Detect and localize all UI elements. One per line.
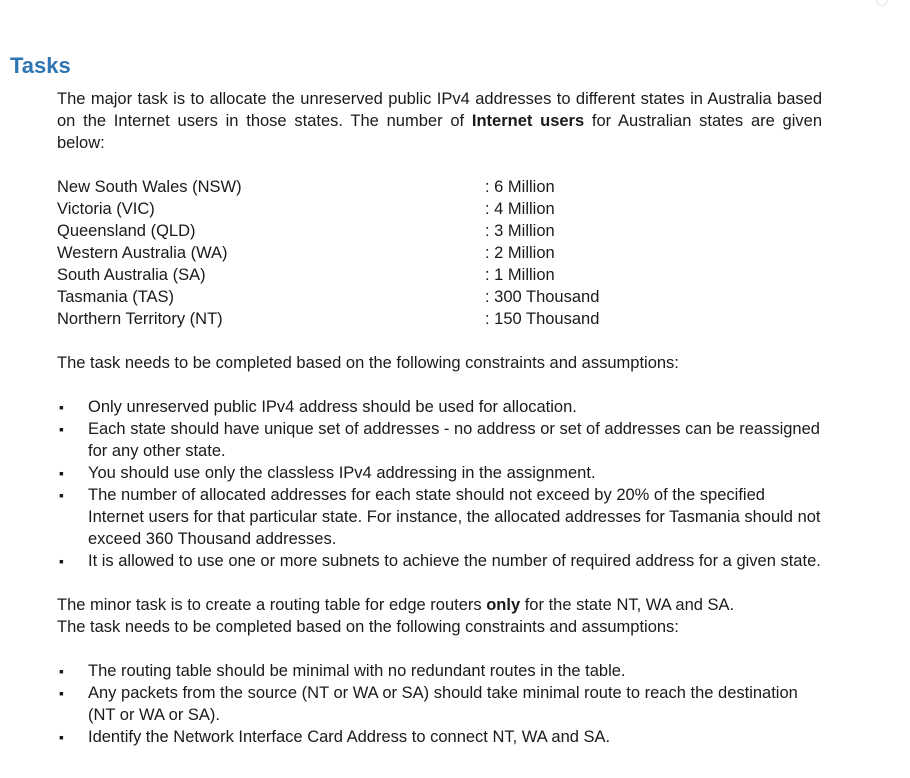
major-task-intro-text-end: for Australian states are given below: (57, 112, 822, 152)
state-name: New South Wales (NSW) (57, 178, 242, 196)
spacer (57, 374, 822, 396)
state-user-count: : 150 Thousand (485, 310, 600, 328)
square-bullet-icon: ▪ (59, 685, 64, 701)
minor-task-intro-text-end: for the state NT, WA and SA. (520, 596, 735, 614)
state-user-count: : 300 Thousand (485, 288, 600, 306)
square-bullet-icon: ▪ (59, 487, 64, 503)
corner-decoration (876, 0, 888, 6)
state-user-count: : 1 Million (485, 266, 555, 284)
state-users-list (57, 176, 822, 330)
square-bullet-icon: ▪ (59, 553, 64, 569)
minor-task-intro-text: The minor task is to create a routing table for edge routers (57, 596, 487, 614)
constraint-item (57, 396, 822, 418)
state-name: Western Australia (WA) (57, 244, 228, 262)
major-task-intro-bold: Internet users (471, 112, 585, 130)
major-task-intro (57, 88, 822, 154)
square-bullet-icon: ▪ (59, 663, 64, 679)
state-name: Tasmania (TAS) (57, 288, 175, 306)
constraint-item (57, 660, 822, 682)
major-constraints-intro: The task needs to be completed based on the following constraints and assumptions: (57, 354, 679, 372)
constraint-text: The routing table should be minimal with no redundant routes in the table. (88, 662, 626, 680)
minor-constraints-list (57, 660, 822, 748)
state-name: Queensland (QLD) (57, 222, 196, 240)
state-row (57, 176, 822, 198)
constraint-item (57, 462, 822, 484)
constraint-item (57, 484, 822, 550)
state-user-count: : 2 Million (485, 244, 555, 262)
constraint-item (57, 682, 822, 726)
constraint-text: You should use only the classless IPv4 addressing in the assignment. (88, 464, 596, 482)
minor-constraints-intro: The task needs to be completed based on the following constraints and assumptions: (57, 618, 679, 636)
square-bullet-icon: ▪ (59, 421, 64, 437)
constraint-item (57, 726, 822, 748)
state-name: Northern Territory (NT) (57, 310, 223, 328)
minor-task-intro-bold: only (486, 596, 521, 614)
spacer (57, 330, 822, 352)
constraint-text: Each state should have unique set of addresses - no address or set of addresses can be reassigned for any other state. (88, 420, 820, 460)
minor-task-intro (57, 594, 822, 616)
state-row (57, 264, 822, 286)
square-bullet-icon: ▪ (59, 399, 64, 415)
state-user-count: : 4 Million (485, 200, 555, 218)
spacer (57, 154, 822, 176)
constraint-text: It is allowed to use one or more subnets to achieve the number of required address for a given state. (88, 552, 821, 570)
square-bullet-icon: ▪ (59, 465, 64, 481)
major-task-intro-text: The major task is to allocate the unreserved public IPv4 addresses to different states in Australia based on the Internet users in those states. The number of (57, 90, 822, 130)
state-user-count: : 3 Million (485, 222, 555, 240)
constraint-text: Any packets from the source (NT or WA or SA) should take minimal route to reach the destination (NT or WA or SA). (88, 684, 798, 724)
constraint-text: Identify the Network Interface Card Address to connect NT, WA and SA. (88, 728, 611, 746)
square-bullet-icon: ▪ (59, 729, 64, 745)
constraint-text: Only unreserved public IPv4 address should be used for allocation. (88, 398, 577, 416)
state-row (57, 198, 822, 220)
spacer (57, 572, 822, 594)
section-body (57, 88, 822, 748)
constraint-text: The number of allocated addresses for each state should not exceed by 20% of the specified Internet users for that particular state. For instance, the allocated addresses for Tasmania should not exceed 360 Thousand addresses. (88, 486, 821, 548)
state-row (57, 308, 822, 330)
state-row (57, 286, 822, 308)
section-heading: Tasks (10, 53, 71, 78)
spacer (57, 638, 822, 660)
state-row (57, 242, 822, 264)
state-row (57, 220, 822, 242)
constraint-item (57, 550, 822, 572)
state-name: South Australia (SA) (57, 266, 206, 284)
constraint-item (57, 418, 822, 462)
major-constraints-list (57, 396, 822, 572)
state-user-count: : 6 Million (485, 178, 555, 196)
state-name: Victoria (VIC) (57, 200, 155, 218)
